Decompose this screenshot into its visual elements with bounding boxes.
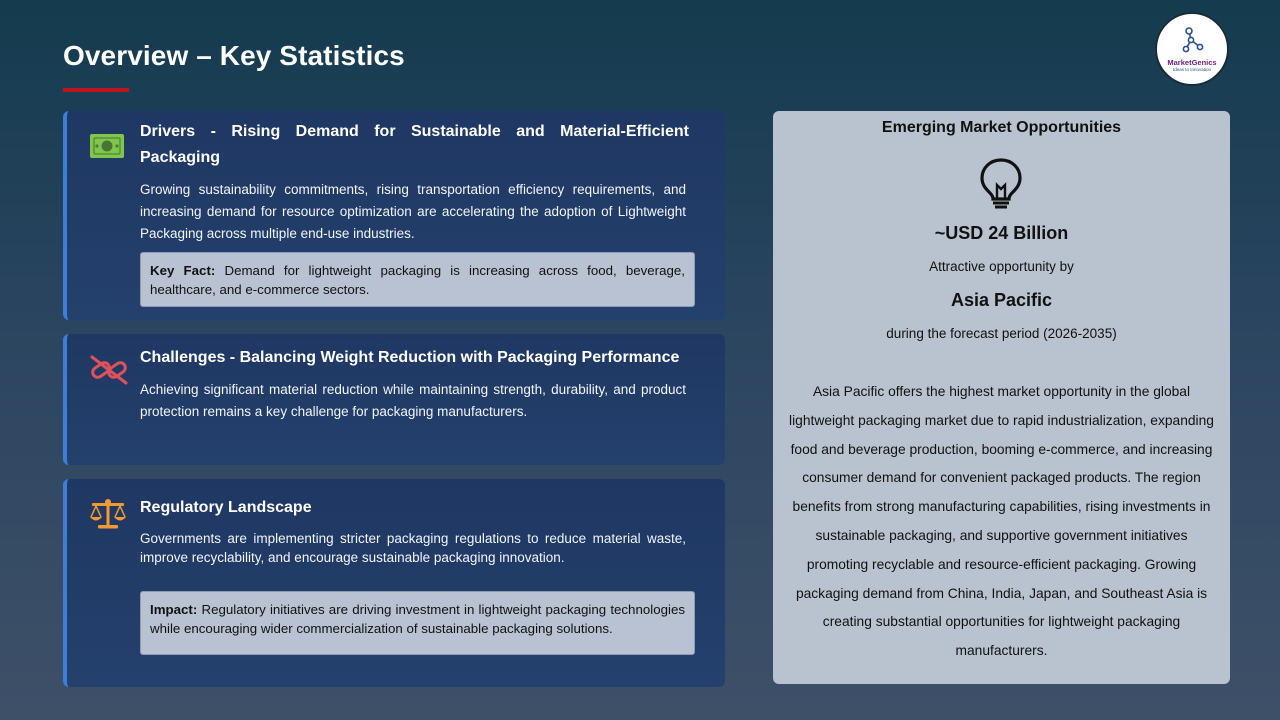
regulatory-heading: Regulatory Landscape [140,499,312,516]
page-title: Overview – Key Statistics [63,40,405,71]
opportunities-panel [773,111,1230,684]
money-icon [89,133,125,164]
network-icon [1181,26,1205,54]
lightbulb-icon [978,157,1024,216]
scales-icon [89,498,127,535]
opportunity-region: Asia Pacific [950,290,1053,310]
challenges-card [63,334,725,465]
regulatory-body: Governments are implementing stricter packaging regulations to reduce material waste, improve recyclability, and encourage sustainable packaging innovation. [140,531,686,565]
opportunity-line1: Attractive opportunity by [929,259,1074,274]
drivers-heading: Drivers - Rising Demand for Sustainable and Material-Efficient Packaging [140,123,689,166]
impact-box [140,591,695,655]
regulatory-card [63,479,725,687]
impact-label: Impact: [150,602,198,617]
drivers-card [63,111,725,320]
forecast-period: during the forecast period (2026-2035) [886,326,1117,341]
company-logo [1155,12,1229,86]
key-fact-box [140,252,695,307]
key-fact-label: Key Fact: [150,263,216,278]
logo-name: MarketGenics [1167,58,1217,67]
impact-text: Regulatory initiatives are driving investment in lightweight packaging technologies while encouraging wider commercialization of sustainable packaging solutions. [150,602,685,636]
drivers-body: Growing sustainability commitments, rising transportation efficiency requirements, and increasing demand for resource optimization are accelerating the adoption of Lightweight Packaging across multiple end-use industries. [140,182,686,241]
opportunities-title: Emerging Market Opportunities [881,119,1122,136]
logo-tagline: Ideas to Innovation [1172,67,1212,72]
broken-link-icon [89,354,129,391]
key-fact-text: Demand for lightweight packaging is increasing across food, beverage, healthcare, and e-commerce sectors. [150,263,685,297]
opportunity-description: Asia Pacific offers the highest market opportunity in the global lightweight packaging market due to rapid industrialization, expanding food and beverage production, booming e-commerce, and increasing consumer demand for convenient packaged products. The region benefits from strong manufacturing capabilities, rising investments in sustainable packaging, and supportive government initiatives promoting recyclable and resource-efficient packaging. Growing packaging demand from China, India, Japan, and Southeast Asia is creating substantial opportunities for lightweight packaging manufacturers. [789,384,1214,659]
challenges-body: Achieving significant material reduction while maintaining strength, durability, and product protection remains a key challenge for packaging manufacturers. [140,382,686,419]
title-underline [63,88,129,92]
opportunity-value: ~USD 24 Billion [934,223,1069,243]
challenges-heading: Challenges - Balancing Weight Reduction with Packaging Performance [140,349,680,366]
